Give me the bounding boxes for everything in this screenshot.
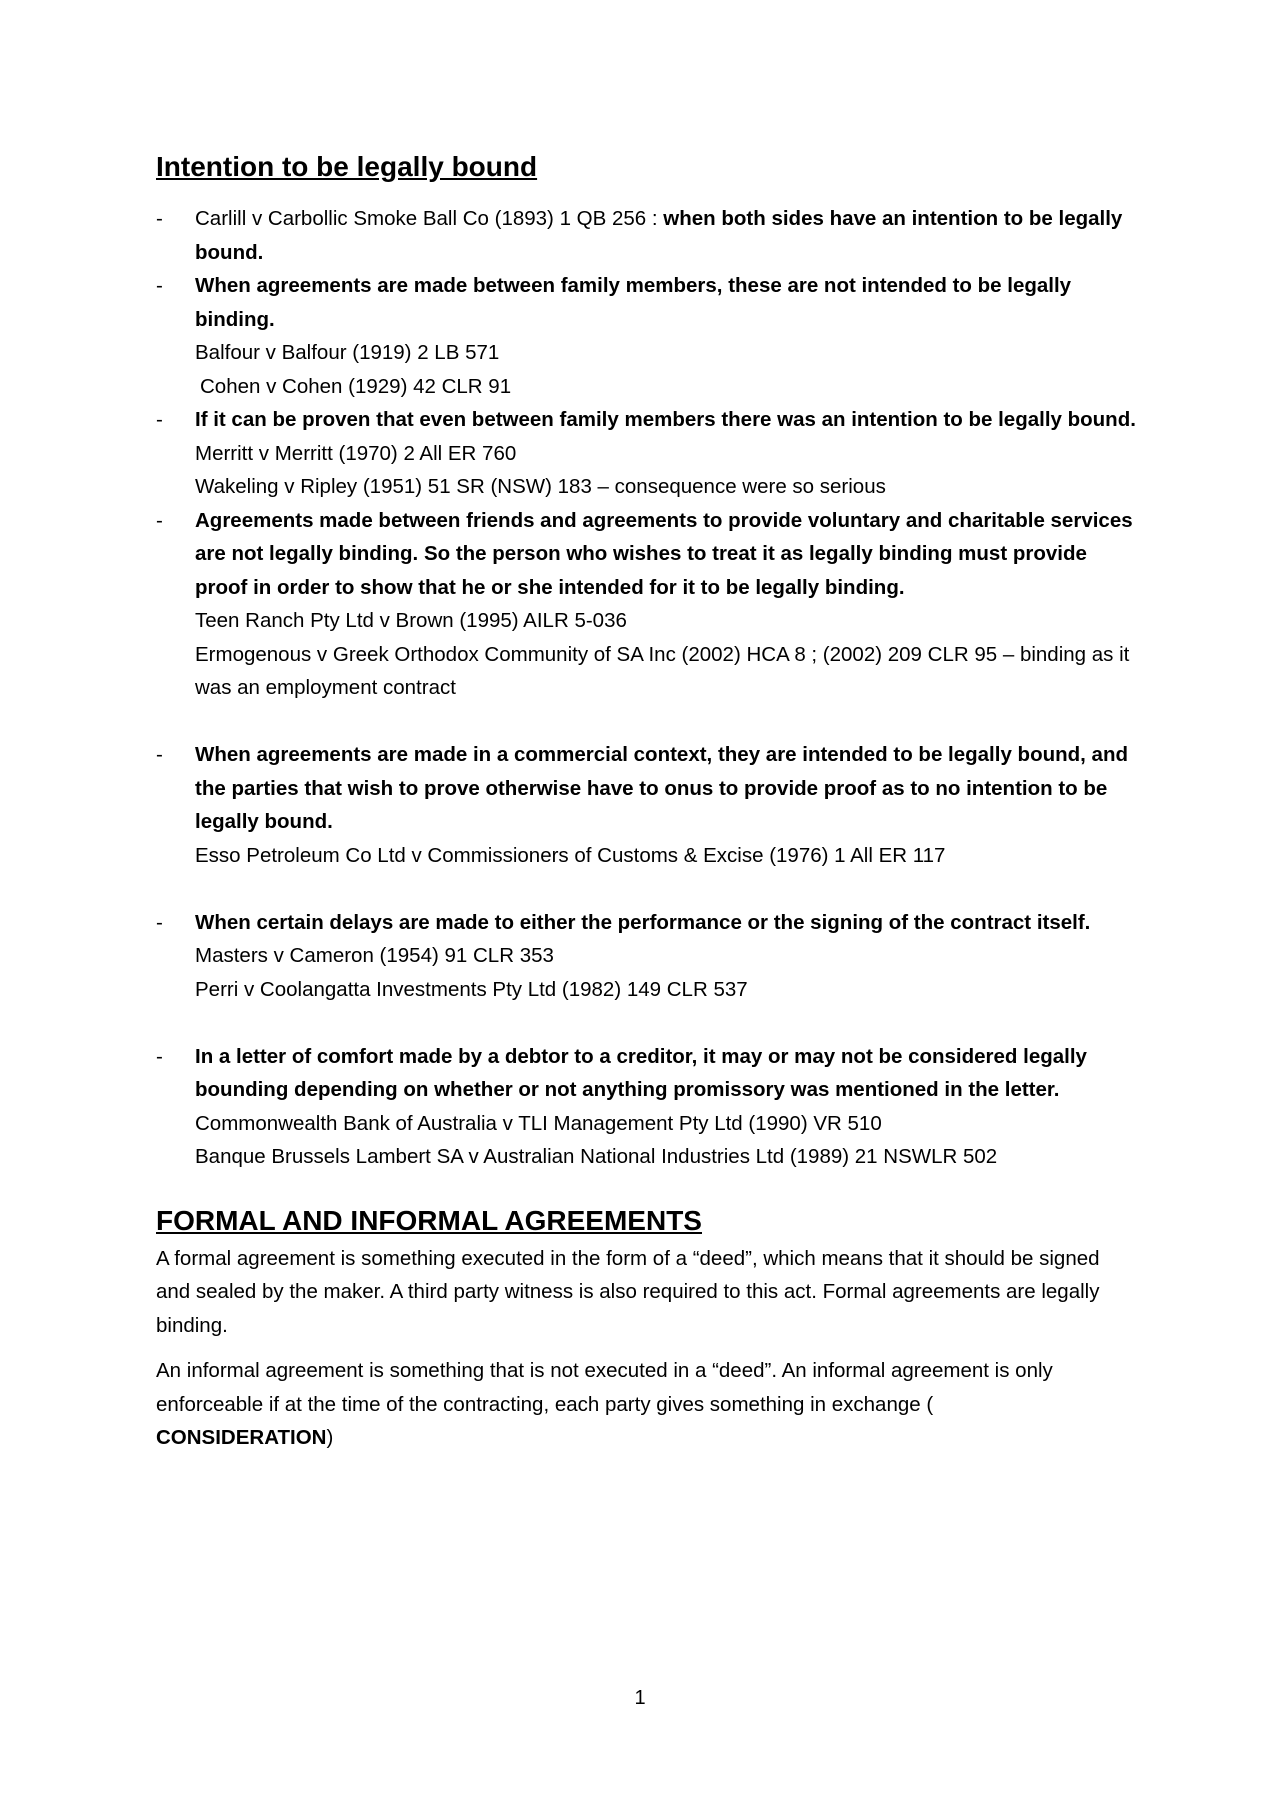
case-citation: Teen Ranch Pty Ltd v Brown (1995) AILR 5-036 <box>195 609 627 632</box>
page-title: Intention to be legally bound <box>156 151 538 182</box>
bullet-proven-intention <box>156 403 1136 437</box>
page-content <box>156 150 1136 1467</box>
bullet-bold-text: If it can be proven that even between family members there was an intention to be legally bound. <box>195 408 1136 431</box>
case-citation: Masters v Cameron (1954) 91 CLR 353 <box>195 944 554 967</box>
bullet-dash: - <box>156 207 163 230</box>
bullet-bold-text: When agreements are made between family members, these are not intended to be legally binding. <box>195 274 1072 331</box>
bullet-carlill <box>156 202 1136 269</box>
case-citation: Merritt v Merritt (1970) 2 All ER 760 <box>195 441 517 465</box>
bullet-lead-text: Carlill v Carbollic Smoke Ball Co (1893) 1 QB 256 : <box>195 207 664 230</box>
formal-agreement-paragraph: A formal agreement is something executed in the form of a “deed”, which means that it should be signed and sealed by the maker. A third party witness is also required to this act. Formal agreements are legally binding. <box>156 1246 1100 1337</box>
bullet-family-members <box>156 269 1136 336</box>
bullet-bold-text: When agreements are made in a commercial context, they are intended to be legally bound, and the parties that wish to prove otherwise have to onus to provide proof as to no intention to be legally bound. <box>195 743 1128 833</box>
bullet-dash: - <box>156 743 163 766</box>
bullet-bold-text: When certain delays are made to either the performance or the signing of the contract itself. <box>195 910 1091 934</box>
bullet-commercial-context <box>156 738 1136 839</box>
intention-bullet-list <box>156 202 1136 1174</box>
bullet-bold-text: In a letter of comfort made by a debtor to a creditor, it may or may not be considered legally bounding depending on whether or not anything promissory was mentioned in the letter. <box>195 1044 1087 1101</box>
bullet-dash: - <box>156 274 163 297</box>
case-citation: Balfour v Balfour (1919) 2 LB 571 <box>195 341 500 364</box>
paragraph-text: An informal agreement is something that is not executed in a “deed”. An informal agreement is only enforceable if at the time of the contracting, each party gives something in exchange ( <box>156 1359 1053 1416</box>
case-citation: Perri v Coolangatta Investments Pty Ltd (1982) 149 CLR 537 <box>195 977 748 1001</box>
informal-agreement-paragraph <box>156 1354 1136 1455</box>
bullet-dash: - <box>156 408 163 431</box>
bullet-dash: - <box>156 1044 163 1068</box>
bullet-friends-voluntary <box>156 504 1136 605</box>
bullet-dash: - <box>156 910 163 934</box>
case-citation: Commonwealth Bank of Australia v TLI Management Pty Ltd (1990) VR 510 <box>195 1111 882 1135</box>
bullet-dash: - <box>156 508 163 532</box>
section-title: FORMAL AND INFORMAL AGREEMENTS <box>156 1204 702 1236</box>
case-citation: Wakeling v Ripley (1951) 51 SR (NSW) 183 – consequence were so serious <box>195 475 886 498</box>
case-citation: Banque Brussels Lambert SA v Australian National Industries Ltd (1989) 21 NSWLR 502 <box>195 1145 998 1168</box>
consideration-term: CONSIDERATION <box>156 1426 327 1449</box>
paragraph-closing: ) <box>326 1426 334 1449</box>
bullet-letter-of-comfort <box>156 1040 1136 1107</box>
bullet-delays <box>156 906 1136 940</box>
bullet-bold-text: when both sides have an intention to be legally bound. <box>195 207 1123 264</box>
page-number: 1 <box>634 1687 646 1709</box>
case-citation: Ermogenous v Greek Orthodox Community of SA Inc (2002) HCA 8 ; (2002) 209 CLR 95 – binding as it was an employment contract <box>195 642 1130 699</box>
bullet-bold-text: Agreements made between friends and agreements to provide voluntary and charitable services are not legally binding. So the person who wishes to treat it as legally binding must provide proof in order to show that he or she intended for it to be legally binding. <box>195 508 1133 599</box>
case-citation: Cohen v Cohen (1929) 42 CLR 91 <box>200 374 512 398</box>
case-citation: Esso Petroleum Co Ltd v Commissioners of Customs & Excise (1976) 1 All ER 117 <box>195 843 946 867</box>
